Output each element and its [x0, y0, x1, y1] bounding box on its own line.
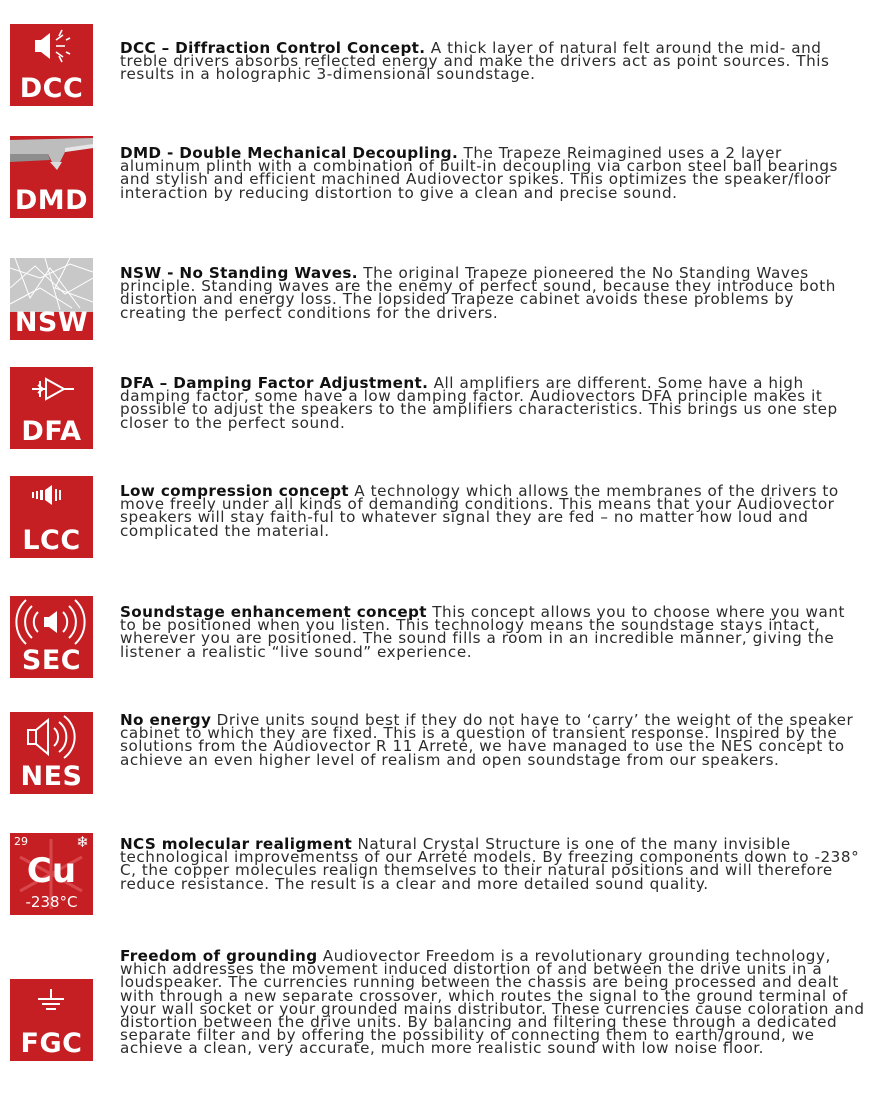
lcc-badge — [10, 476, 93, 558]
sec-description — [120, 603, 866, 661]
speaker-compression-icon — [10, 476, 93, 526]
sec-badge — [10, 596, 93, 678]
lcc-body: A technology which allows the membranes of the drivers to move freely under all kinds of demanding conditions. This means that your Audiovector speakers will stay faith-ful to whatever signal they are fed – no matter how loud and complicated the material. — [120, 482, 839, 540]
nsw-body: The original Trapeze pioneered the No Standing Waves principle. Standing waves are the enemy of perfect sound, because they introduce both distortion and energy loss. The lopsided Trapeze cabinet avoids these problems by creating the perfect conditions for the drivers. — [120, 264, 836, 322]
amplifier-icon — [10, 367, 93, 417]
speaker-energy-icon — [10, 712, 93, 768]
feature-dfa — [10, 367, 866, 451]
freeze-temperature: -238°C — [25, 893, 78, 911]
sec-code: SEC — [21, 645, 82, 676]
speaker-diffraction-icon — [10, 24, 93, 76]
nes-body: Drive units sound best if they do not have to ‘carry’ the weight of the speaker cabinet to which they are fixed. This is a question of transient response. Inspired by the solutions from the Audiovector R 11 Arreté, we have managed to use the NES concept to achieve an even higher level of realism and open soundstage from our speakers. — [120, 711, 854, 769]
dmd-code: DMD — [14, 185, 89, 216]
dcc-body: A thick layer of natural felt around the mid- and treble drivers absorbs reflected energy and make the drivers act as point sources. This results in a holographic 3-dimensional soundstage. — [120, 39, 830, 84]
nsw-title: NSW - No Standing Waves. — [120, 264, 358, 282]
ncs-title: NCS molecular realigment — [120, 835, 353, 853]
feature-sec — [10, 596, 866, 680]
nes-title: No energy — [120, 711, 212, 729]
ground-symbol-icon — [10, 979, 93, 1029]
nes-badge — [10, 712, 93, 794]
ncs-badge — [10, 833, 93, 915]
sec-body: This concept allows you to choose where you want to be positioned when you listen. This technology means the soundstage stays intact, wherever you are positioned. The sound fills a room in an incredible manner, giving the listener a realistic “live sound” experience. — [120, 603, 846, 661]
nes-code: NES — [20, 761, 83, 792]
ncs-body: Natural Crystal Structure is one of the many invisible technological improvementss of our Arreté models. By freezing components down to -238° C, the copper molecules realign themselves to their natural positions and will therefore reduce resistance. The result is a clear and more detailed sound quality. — [120, 835, 860, 893]
feature-ncs — [10, 833, 866, 917]
dmd-body: The Trapeze Reimagined uses a 2 layer aluminum plinth with a combination of built-in decoupling via carbon steel ball bearings and stylish and efficient machined Audiovector spikes. This optimizes the speaker/floor interaction by reducing distortion to give a clean and precise sound. — [120, 144, 838, 202]
nsw-code: NSW — [14, 307, 89, 338]
feature-fgc — [10, 947, 866, 1063]
feature-nes — [10, 712, 866, 796]
dfa-code: DFA — [21, 416, 82, 447]
dmd-badge — [10, 136, 93, 218]
dcc-description — [120, 39, 866, 84]
element-symbol: Cu — [26, 851, 77, 891]
fgc-title: Freedom of grounding — [120, 947, 318, 965]
lcc-title: Low compression concept — [120, 482, 349, 500]
sec-title: Soundstage enhancement concept — [120, 603, 427, 621]
feature-dcc — [10, 24, 866, 108]
waves-pattern-icon — [10, 258, 93, 312]
fgc-badge — [10, 979, 93, 1061]
dmd-description — [120, 144, 866, 202]
fgc-description — [120, 947, 866, 1058]
speaker-soundstage-icon — [10, 596, 93, 652]
dcc-badge — [10, 24, 93, 106]
plinth-icon — [10, 136, 93, 188]
nes-description — [120, 711, 866, 769]
dfa-description — [120, 374, 866, 432]
nsw-badge — [10, 258, 93, 340]
lcc-code: LCC — [22, 525, 81, 556]
snowflake-icon: ❄ — [76, 833, 89, 851]
ncs-description — [120, 835, 866, 893]
dfa-badge — [10, 367, 93, 449]
dcc-code: DCC — [19, 73, 84, 104]
dfa-body: All amplifiers are different. Some have a high damping factor, some have a low damping factor. Audiovectors DFA principle makes it possible to adjust the speakers to the amplifiers characteristics. This brings us one step closer to the perfect sound. — [120, 374, 838, 432]
fgc-body: Audiovector Freedom is a revolutionary grounding technology, which addresses the movement induced distortion of and between the drive units in a loudspeaker. The currencies running between the chassis are being processed and dealt with through a new separate crossover, which routes the signal to the ground terminal of your wall socket or your grounded mains distributor. These currencies cause coloration and distortion between the drive units. By balancing and filtering these through a dedicated separate filter and by offering the possibility of connecting them to earth/ground, we achieve a clean, very accurate, much more realistic sound with low noise floor. — [120, 947, 865, 1058]
lcc-description — [120, 482, 866, 540]
feature-nsw — [10, 258, 866, 342]
nsw-description — [120, 264, 866, 322]
feature-lcc — [10, 476, 866, 560]
fgc-code: FGC — [20, 1028, 83, 1059]
dmd-title: DMD - Double Mechanical Decoupling. — [120, 144, 459, 162]
dcc-title: DCC – Diffraction Control Concept. — [120, 39, 426, 57]
atomic-number: 29 — [14, 835, 28, 848]
dfa-title: DFA – Damping Factor Adjustment. — [120, 374, 429, 392]
feature-dmd — [10, 136, 866, 220]
